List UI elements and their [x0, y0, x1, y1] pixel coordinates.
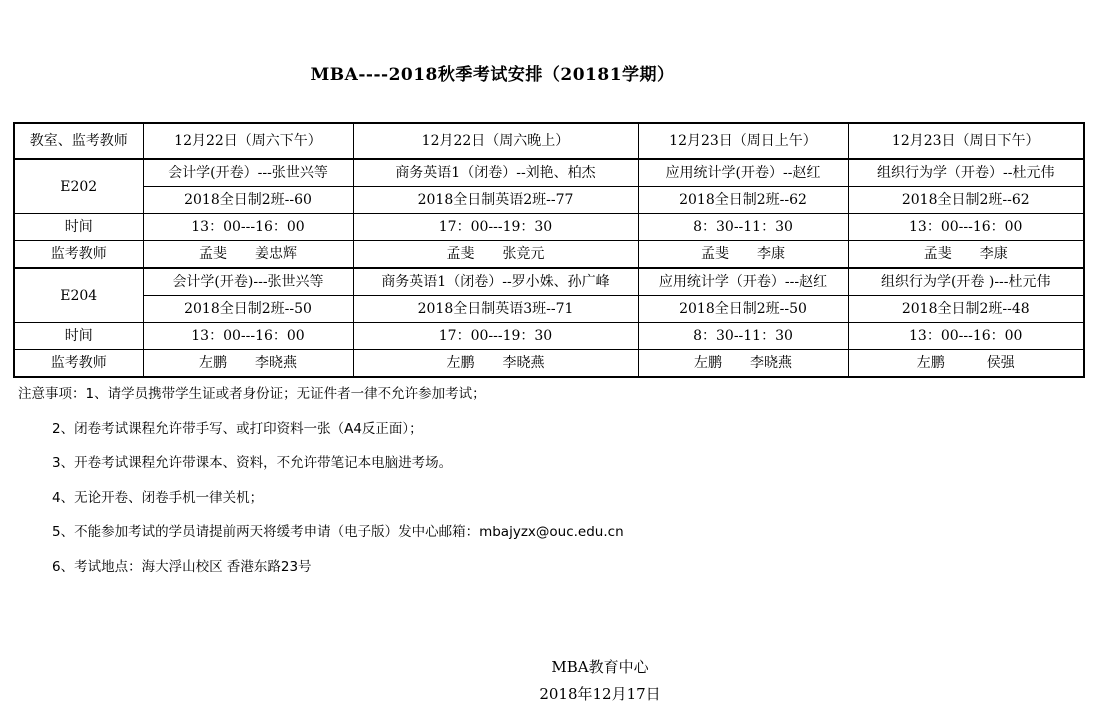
course-cell: 商务英语1（闭卷）--罗小姝、孙广峰 [353, 268, 638, 296]
time-cell: 8：30--11：30 [638, 323, 848, 350]
proctor-label: 监考教师 [14, 350, 143, 378]
course-cell: 应用统计学(开卷）--赵红 [638, 159, 848, 187]
course-cell: 应用统计学（开卷）---赵红 [638, 268, 848, 296]
note-item: 3、开卷考试课程允许带课本、资料，不允许带笔记本电脑进考场。 [52, 455, 453, 471]
time-cell: 13：00---16：00 [143, 214, 353, 241]
footer-date: 2018年12月17日 [539, 685, 661, 703]
time-cell: 13：00---16：00 [848, 323, 1084, 350]
proctor-cell: 左鹏 李晓燕 [638, 350, 848, 378]
time-label: 时间 [14, 214, 143, 241]
room-cell: E204 [14, 268, 143, 323]
page-title: MBA----2018秋季考试安排（20181学期） [310, 65, 675, 85]
table-row [14, 296, 1084, 323]
proctor-cell: 左鹏 李晓燕 [143, 350, 353, 378]
table-row [14, 187, 1084, 214]
class-cell: 2018全日制2班--50 [638, 296, 848, 323]
corner-header: 教室、监考教师 [14, 123, 143, 159]
proctor-cell: 孟斐 姜忠辉 [143, 241, 353, 269]
table-row [14, 159, 1084, 187]
course-cell: 组织行为学(开卷 )---杜元伟 [848, 268, 1084, 296]
time-cell: 8：30--11：30 [638, 214, 848, 241]
table-row [14, 350, 1084, 378]
time-cell: 17：00---19：30 [353, 214, 638, 241]
proctor-cell: 左鹏 李晓燕 [353, 350, 638, 378]
course-cell: 组织行为学（开卷）--杜元伟 [848, 159, 1084, 187]
session-header: 12月23日（周日下午） [848, 123, 1084, 159]
class-cell: 2018全日制2班--62 [638, 187, 848, 214]
note-item: 5、不能参加考试的学员请提前两天将缓考申请（电子版）发中心邮箱：mbajyzx@ouc.edu.cn [52, 524, 624, 540]
session-header: 12月23日（周日上午） [638, 123, 848, 159]
footer-organization: MBA教育中心 [551, 658, 649, 676]
proctor-cell: 孟斐 李康 [848, 241, 1084, 269]
time-cell: 13：00---16：00 [848, 214, 1084, 241]
session-header: 12月22日（周六下午） [143, 123, 353, 159]
note-item: 注意事项：1、请学员携带学生证或者身份证；无证件者一律不允许参加考试； [18, 386, 486, 402]
proctor-cell: 孟斐 张竞元 [353, 241, 638, 269]
notes-section [18, 384, 624, 591]
proctor-cell: 孟斐 李康 [638, 241, 848, 269]
table-row [14, 241, 1084, 269]
table-row [14, 268, 1084, 296]
proctor-label: 监考教师 [14, 241, 143, 269]
note-item: 2、闭卷考试课程允许带手写、或打印资料一张（A4反正面）； [52, 420, 423, 437]
class-cell: 2018全日制2班--50 [143, 296, 353, 323]
note-item: 6、考试地点：海大浮山校区 香港东路23号 [52, 558, 312, 575]
room-cell: E202 [14, 159, 143, 214]
header-row [14, 123, 1084, 159]
session-header: 12月22日（周六晚上） [353, 123, 638, 159]
class-cell: 2018全日制2班--48 [848, 296, 1084, 323]
proctor-cell: 左鹏 侯强 [848, 350, 1084, 378]
exam-schedule-table [13, 122, 1085, 378]
time-label: 时间 [14, 323, 143, 350]
class-cell: 2018全日制2班--62 [848, 187, 1084, 214]
note-item: 4、无论开卷、闭卷手机一律关机； [52, 489, 264, 506]
class-cell: 2018全日制2班--60 [143, 187, 353, 214]
class-cell: 2018全日制英语2班--77 [353, 187, 638, 214]
time-cell: 13：00---16：00 [143, 323, 353, 350]
table-row [14, 323, 1084, 350]
table-row [14, 214, 1084, 241]
class-cell: 2018全日制英语3班--71 [353, 296, 638, 323]
time-cell: 17：00---19：30 [353, 323, 638, 350]
course-cell: 商务英语1（闭卷）--刘艳、柏杰 [353, 159, 638, 187]
course-cell: 会计学(开卷）---张世兴等 [143, 159, 353, 187]
course-cell: 会计学(开卷)---张世兴等 [143, 268, 353, 296]
